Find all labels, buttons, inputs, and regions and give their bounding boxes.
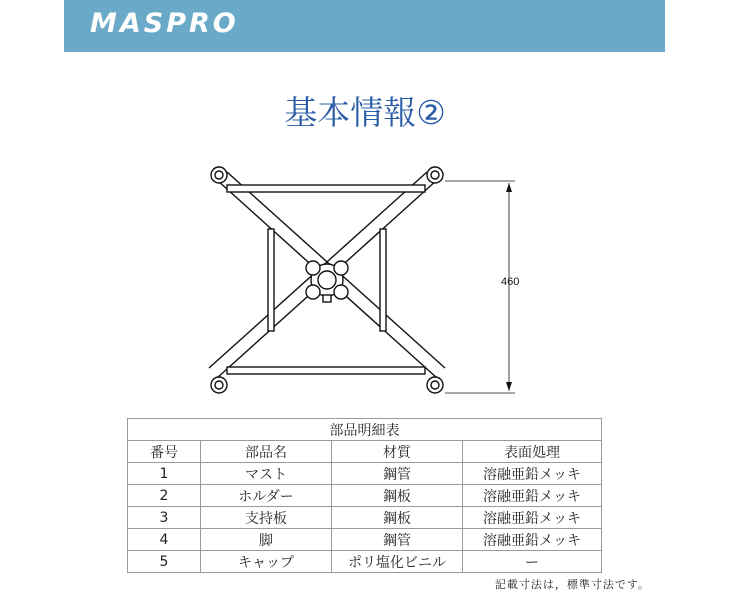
header-cell: 材質 [332, 441, 463, 463]
left-support [268, 229, 274, 331]
brand-header [64, 0, 665, 52]
table-cell: 鋼板 [332, 507, 463, 529]
header-cell: 表面処理 [463, 441, 602, 463]
table-row [128, 551, 602, 573]
footnote: 記載寸法は，標準寸法です。 [494, 578, 650, 591]
dimension-label-height: 460 [501, 276, 520, 288]
corner-cap [211, 377, 227, 393]
table-cell: 5 [128, 551, 201, 573]
page-title: 基本情報② [284, 93, 446, 132]
table-cell: 溶融亜鉛メッキ [463, 529, 602, 551]
table-cell: 脚 [201, 529, 332, 551]
right-support [380, 229, 386, 331]
parts-table-caption: 部品明細表 [128, 419, 602, 441]
table-cell: キャップ [201, 551, 332, 573]
table-cell: 鋼管 [332, 463, 463, 485]
table-cell: ポリ塩化ビニル [332, 551, 463, 573]
table-cell: 溶融亜鉛メッキ [463, 485, 602, 507]
table-cell: ホルダー [201, 485, 332, 507]
table-cell: 2 [128, 485, 201, 507]
table-cell: 溶融亜鉛メッキ [463, 507, 602, 529]
table-row [128, 507, 602, 529]
table-row [128, 529, 602, 551]
table-cell: 鋼板 [332, 485, 463, 507]
header-cell: 部品名 [201, 441, 332, 463]
header-cell: 番号 [128, 441, 201, 463]
corner-cap [427, 377, 443, 393]
table-cell: マスト [201, 463, 332, 485]
table-row [128, 463, 602, 485]
table-cell: 3 [128, 507, 201, 529]
table-cell: 溶融亜鉛メッキ [463, 463, 602, 485]
table-cell: 鋼管 [332, 529, 463, 551]
table-cell: 1 [128, 463, 201, 485]
top-crossbar [227, 185, 425, 192]
table-cell: 支持板 [201, 507, 332, 529]
bottom-crossbar [227, 367, 425, 374]
corner-cap [427, 167, 443, 183]
table-cell: ー [463, 551, 602, 573]
parts-table [127, 418, 602, 573]
table-row [128, 485, 602, 507]
table-cell: 4 [128, 529, 201, 551]
corner-cap [211, 167, 227, 183]
maspro-logo: MASPRO [90, 8, 239, 39]
stand-top-view-drawing [195, 155, 535, 405]
parts-table-header [128, 441, 602, 463]
